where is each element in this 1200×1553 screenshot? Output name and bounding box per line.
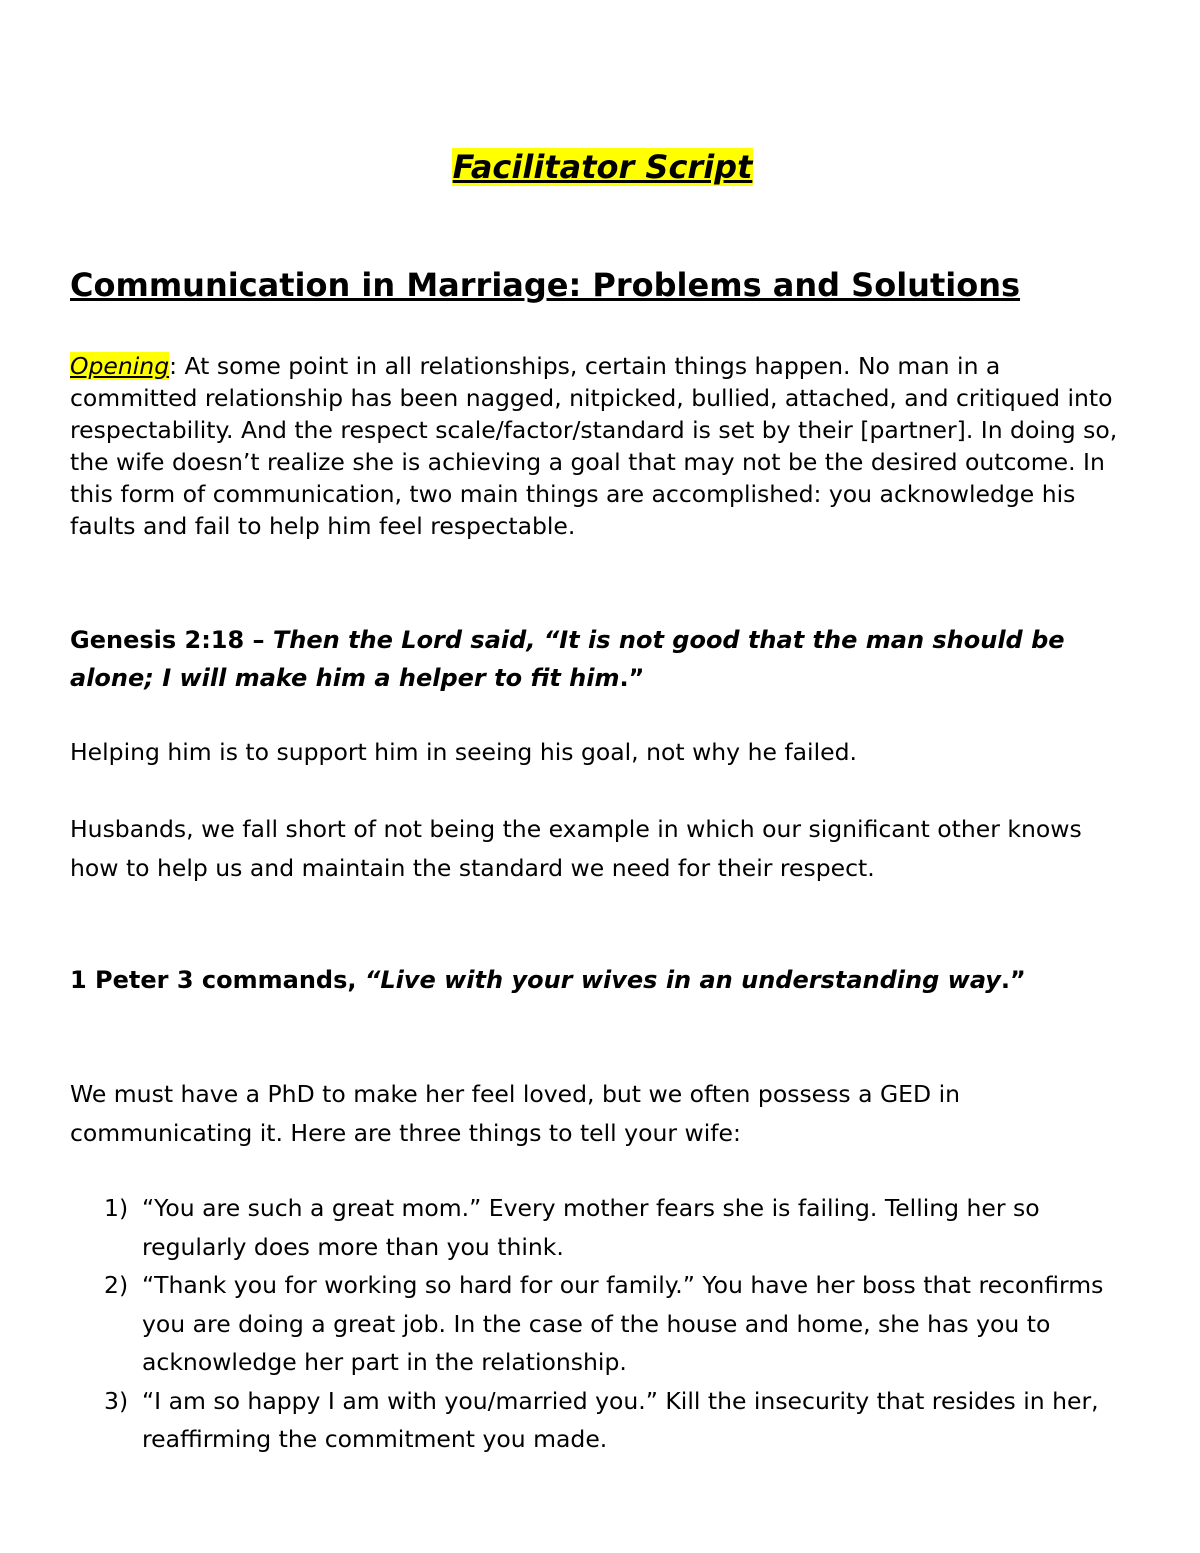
opening-paragraph (70, 350, 1135, 542)
opening-label: Opening (70, 352, 170, 380)
phd-paragraph: We must have a PhD to make her feel loved, but we often possess a GED in communicating it. Here are three things to tell your wife: (70, 1080, 961, 1147)
husbands-paragraph: Husbands, we fall short of not being the example in which our significant other knows how to help us and maintain the standard we need for their respect. (70, 815, 1082, 882)
peter-quote: “Live with your wives in an understanding way (364, 966, 1001, 994)
genesis-quote: Then the Lord said, “It is not good that the man should be alone; I will make him a helper to fit him (70, 626, 1065, 692)
document-title-text: Facilitator Script (452, 148, 753, 186)
list-item (104, 1266, 1144, 1382)
peter-ref: 1 Peter 3 commands, (70, 966, 365, 994)
opening-text: : At some point in all relationships, certain things happen. No man in a committed relationship has been nagged, nitpicked, bullied, attached, and critiqued into respectability. And the respect scale/factor/standard is set by their [partner]. In doing so, the wife doesn’t realize she is achieving a goal that may not be the desired outcome. In this form of communication, two main things are accomplished: you acknowledge his faults and fail to help him feel respectable. (70, 352, 1118, 540)
list-item (104, 1189, 1144, 1266)
list-item-text: “You are such a great mom.” Every mother fears she is failing. Telling her so regularly does more than you think. (142, 1194, 1040, 1261)
list-item-text: “I am so happy I am with you/married you.” Kill the insecurity that resides in her, reaffirming the commitment you made. (142, 1386, 1099, 1453)
peter-quote-end: .” (1000, 966, 1026, 994)
document-title (70, 148, 1135, 186)
document-heading: Communication in Marriage: Problems and Solutions (70, 266, 1021, 304)
peter-verse (70, 961, 1070, 999)
genesis-verse (70, 621, 1070, 697)
list-item-number: 2) (104, 1271, 129, 1299)
genesis-quote-end: .” (619, 664, 645, 692)
list-item (104, 1382, 1144, 1459)
list-item-text: “Thank you for working so hard for our family.” You have her boss that reconfirms you are doing a great job. In the case of the house and home, she has you to acknowledge her part in the relationship. (142, 1271, 1104, 1376)
helping-paragraph: Helping him is to support him in seeing his goal, not why he failed. (70, 738, 857, 766)
list-item-number: 1) (104, 1194, 129, 1222)
genesis-ref: Genesis 2:18 – (70, 626, 273, 654)
list-item-number: 3) (104, 1386, 129, 1415)
numbered-list (104, 1189, 1144, 1459)
